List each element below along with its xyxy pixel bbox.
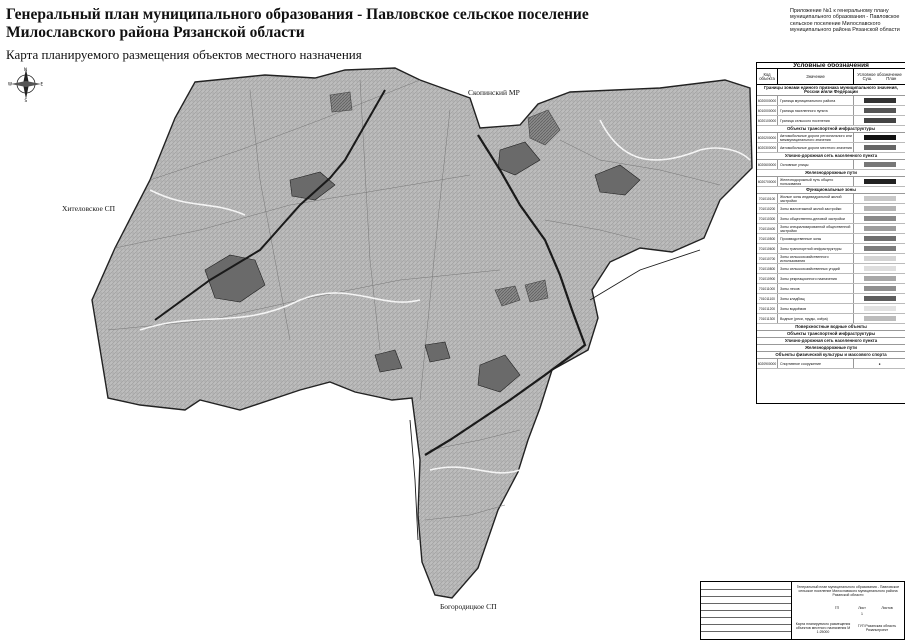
legend-swatch — [864, 246, 896, 251]
stamp-stage: ГП — [834, 606, 840, 610]
legend-row-code: 701010200 — [757, 204, 778, 213]
stamp-grid — [701, 582, 792, 639]
legend-section: Границы зонами единого признака муниципального значения, России и/или Федерации — [757, 85, 905, 96]
legend-row-name: Зоны лесов — [778, 284, 854, 293]
sport-marker-icon: ● — [878, 361, 881, 366]
legend-section: Функциональные зоны — [757, 187, 905, 194]
legend-row-name: Зоны кладбищ — [778, 294, 854, 303]
svg-text:N: N — [24, 67, 27, 72]
legend-row-name: Граница населенного пункта — [778, 106, 854, 115]
neighbor-label-south: Богородицкое СП — [440, 602, 497, 611]
settlement-territory[interactable] — [92, 68, 752, 598]
map-title — [6, 6, 589, 42]
legend-row-name: Зоны сельскохозяйственных угодий — [778, 264, 854, 273]
legend-row-name: Водные (реки, пруды, озёра) — [778, 314, 854, 323]
legend-swatch — [864, 145, 896, 150]
legend-row-symbol — [854, 226, 905, 231]
legend-swatch — [864, 256, 896, 261]
legend-row-symbol — [854, 306, 905, 311]
compass-rose-icon — [8, 66, 44, 102]
legend-row-code: 6020700000 — [757, 177, 778, 186]
legend-row — [757, 160, 905, 170]
legend-row — [757, 96, 905, 106]
legend-row-name: Железнодорожный путь общего пользования — [778, 177, 854, 186]
legend-row — [757, 116, 905, 126]
legend-row-name: Граница сельского поселения — [778, 116, 854, 125]
legend-col-code: Код объекта — [757, 69, 778, 84]
legend-row — [757, 106, 905, 116]
legend-row-name: Зоны водоёмов — [778, 304, 854, 313]
legend-row-code: 6020100000 — [757, 116, 778, 125]
legend-row — [757, 274, 905, 284]
legend-row-code: 6020300000 — [757, 143, 778, 152]
legend-row-symbol — [854, 98, 905, 103]
legend-row-name: Автомобильные дороги местного значения — [778, 143, 854, 152]
legend-row-name: Зоны сельскохозяйственного использования — [778, 254, 854, 263]
legend-row-symbol — [854, 236, 905, 241]
legend-swatch — [864, 306, 896, 311]
legend-swatch — [864, 236, 896, 241]
legend-row — [757, 214, 905, 224]
legend-row-name: Зоны общественно-деловой застройки — [778, 214, 854, 223]
legend-row-name: Граница муниципального района — [778, 96, 854, 105]
legend-row — [757, 264, 905, 274]
legend-row-name: Зоны транспортной инфраструктуры — [778, 244, 854, 253]
legend-swatch — [864, 266, 896, 271]
legend-row-symbol — [854, 266, 905, 271]
legend-row — [757, 143, 905, 153]
legend-row-name: Основные улицы — [778, 160, 854, 169]
legend-section: Поверхностные водные объекты — [757, 324, 905, 331]
legend-row — [757, 234, 905, 244]
legend-swatch — [864, 196, 896, 201]
legend-swatch — [864, 216, 896, 221]
legend-row-symbol — [854, 246, 905, 251]
legend-row-name: Производственные зоны — [778, 234, 854, 243]
legend-swatch — [864, 162, 896, 167]
legend-row-code: 701011100 — [757, 294, 778, 303]
legend-row — [757, 177, 905, 187]
legend-swatch — [864, 118, 896, 123]
legend-row-symbol — [854, 206, 905, 211]
legend-row-code: 701010700 — [757, 254, 778, 263]
stamp-header: Генеральный план муниципального образования - Павловское сельское поселение Милославского муниципального района Рязанской области — [796, 585, 900, 597]
legend-col-name: Значение — [778, 69, 854, 84]
legend-row-symbol — [854, 316, 905, 321]
legend-row-symbol — [854, 118, 905, 123]
stamp-sheet: 1 — [861, 612, 863, 616]
legend-section: Объекты транспортной инфраструктуры — [757, 331, 905, 338]
neighbor-label-west: Хителовское СП — [62, 204, 116, 213]
legend-row-code: 701010800 — [757, 264, 778, 273]
legend-row-code: 701011300 — [757, 314, 778, 323]
legend-row-name: Спортивное сооружение — [778, 359, 854, 368]
legend-swatch — [864, 276, 896, 281]
legend-section: Объекты физической культуры и массового спорта — [757, 352, 905, 359]
legend-row — [757, 244, 905, 254]
legend-row-code: 701010900 — [757, 274, 778, 283]
legend-row-symbol — [854, 179, 905, 184]
legend-title: Условные обозначения — [793, 62, 869, 69]
title-line-1: Генеральный план муниципального образования - Павловское сельское поселение — [6, 6, 589, 23]
appendix-note: Приложение №1 к генеральному плану муниципального образования - Павловское сельское поселение Милославского муниципального района Рязанской области — [790, 8, 900, 33]
legend-row-symbol — [854, 162, 905, 167]
stamp-drawing: Карта планируемого размещения объектов местного назначения М 1:25000 — [795, 622, 851, 634]
legend-swatch — [864, 98, 896, 103]
legend-row-symbol — [854, 145, 905, 150]
legend-section: Железнодорожные пути — [757, 345, 905, 352]
legend-row-symbol — [854, 276, 905, 281]
svg-text:S: S — [24, 98, 28, 102]
legend-body — [757, 85, 905, 369]
legend-row-sport — [757, 359, 905, 369]
legend-row-code: 6010000000 — [757, 106, 778, 115]
neighbor-label-north-east: Скопинский МР — [468, 88, 520, 97]
legend-swatch — [864, 316, 896, 321]
legend-swatch — [864, 286, 896, 291]
legend-row-code: 6020200000 — [757, 133, 778, 142]
legend-row-symbol — [854, 256, 905, 261]
svg-text:E: E — [40, 81, 44, 87]
legend-row — [757, 204, 905, 214]
stamp-org: ГУП Рязанская область Рязаньпроект — [857, 624, 897, 632]
legend-row-code: 701010500 — [757, 234, 778, 243]
svg-text:W: W — [8, 81, 12, 87]
legend-row-name: Зоны рекреационного назначения — [778, 274, 854, 283]
legend-row-name: Зоны специализированной общественной застройки — [778, 224, 854, 233]
legend-row-symbol — [854, 286, 905, 291]
legend-row-code: 701010300 — [757, 214, 778, 223]
legend-row — [757, 194, 905, 204]
stamp-sheet-label: Лист — [858, 606, 866, 610]
legend-row-code: 6020600000 — [757, 160, 778, 169]
legend-row-symbol — [854, 216, 905, 221]
title-block-stamp — [700, 581, 905, 640]
legend-row-name: Зоны малоэтажной жилой застройки — [778, 204, 854, 213]
legend-section: Железнодорожные пути — [757, 170, 905, 177]
legend-swatch — [864, 108, 896, 113]
legend-row-symbol — [854, 108, 905, 113]
legend-row — [757, 254, 905, 264]
legend-row-symbol — [854, 135, 905, 140]
legend-row-symbol — [854, 196, 905, 201]
legend-row — [757, 294, 905, 304]
stamp-sheets-label: Листов — [881, 606, 893, 610]
legend-row-code: 701010100 — [757, 194, 778, 203]
legend-row — [757, 133, 905, 143]
legend-swatch — [864, 226, 896, 231]
legend-row-symbol — [854, 296, 905, 301]
legend-section: Улично-дорожная сеть населенного пункта — [757, 338, 905, 345]
legend-row-code: 6020000000 — [757, 96, 778, 105]
legend-swatch — [864, 296, 896, 301]
legend-swatch — [864, 206, 896, 211]
legend-col-symbol: Условное обозначение Суш. План — [857, 71, 902, 81]
legend-row-name: Автомобильные дороги регионального или межмуниципального значения — [778, 133, 854, 142]
legend-section: Улично-дорожная сеть населенного пункта — [757, 153, 905, 160]
legend-row — [757, 314, 905, 324]
legend-row — [757, 224, 905, 234]
legend-row-code: 701011000 — [757, 284, 778, 293]
legend-swatch — [864, 179, 896, 184]
legend-row-code: 701010600 — [757, 244, 778, 253]
map-subtitle: Карта планируемого размещения объектов местного назначения — [6, 47, 362, 62]
legend-section: Объекты транспортной инфраструктуры — [757, 126, 905, 133]
legend-row-code: 701010400 — [757, 224, 778, 233]
title-line-2: Милославского района Рязанской области — [6, 24, 305, 41]
legend-row-name: Жилые зоны индивидуальной жилой застройки — [778, 194, 854, 203]
legend-header — [757, 68, 905, 85]
legend-row — [757, 284, 905, 294]
legend-swatch — [864, 135, 896, 140]
legend-row — [757, 304, 905, 314]
legend-panel — [756, 62, 905, 404]
legend-row-code: 6020900000 — [757, 359, 778, 368]
legend-row-code: 701011200 — [757, 304, 778, 313]
